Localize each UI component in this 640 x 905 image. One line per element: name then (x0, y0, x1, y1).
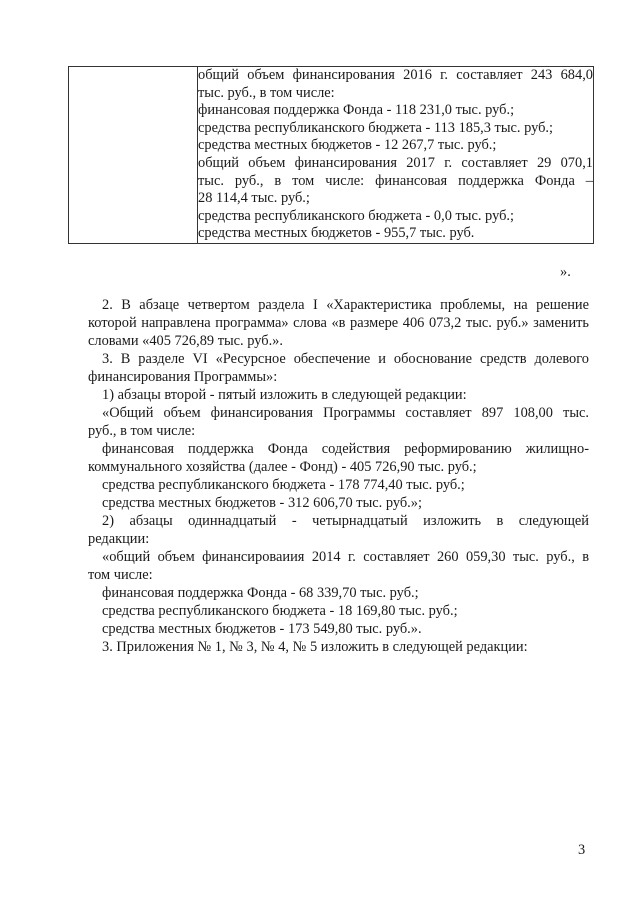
paragraph-line: коммунального хозяйства (далее - Фонд) - 405 726,90 тыс. руб.; (88, 459, 477, 475)
paragraph-line: средства республиканского бюджета - 18 169,80 тыс. руб.; (102, 603, 458, 619)
table-text-line: средства республиканского бюджета - 0,0 тыс. руб.; (198, 207, 514, 224)
table-text-line: финансовая поддержка Фонда - 118 231,0 тыс. руб.; (198, 102, 515, 119)
paragraph-line: финансовая поддержка Фонда содействия реформированию жилищно- (102, 441, 589, 457)
paragraph-line: средства республиканского бюджета - 178 774,40 тыс. руб.; (102, 477, 465, 493)
paragraph-line: словами «405 726,89 тыс. руб.». (88, 333, 283, 349)
paragraph-line: которой направлена программа» слова «в размере 406 073,2 тыс. руб.» заменить (88, 315, 589, 331)
table-right-cell (198, 67, 594, 244)
document-body (88, 296, 589, 656)
paragraph-line: финансовая поддержка Фонда - 68 339,70 тыс. руб.; (102, 585, 419, 601)
paragraph-line: 3. В разделе VI «Ресурсное обеспечение и обоснование средств долевого (102, 351, 589, 367)
table-left-cell (69, 67, 198, 244)
paragraph-line: 1) абзацы второй - пятый изложить в следующей редакции: (102, 387, 467, 403)
paragraph-line: 3. Приложения № 1, № 3, № 4, № 5 изложить в следующей редакции: (102, 639, 528, 655)
table-row (69, 67, 594, 244)
paragraph-line: финансирования Программы»: (88, 369, 278, 385)
paragraph-line: «Общий объем финансирования Программы составляет 897 108,00 тыс. (102, 405, 589, 421)
paragraph-line: редакции: (88, 531, 150, 547)
table-text-line: тыс. руб., в том числе: финансовая поддержка Фонда – (198, 172, 593, 189)
closing-quote: ». (560, 264, 571, 280)
paragraph-line: «общий объем финансироваиия 2014 г. составляет 260 059,30 тыс. руб., в (102, 549, 589, 565)
paragraph-line: средства местных бюджетов - 312 606,70 тыс. руб.»; (102, 495, 422, 511)
program-table (68, 66, 594, 244)
page-number: 3 (578, 842, 586, 858)
table-text-line: тыс. руб., в том числе: (198, 84, 335, 101)
paragraph-line: средства местных бюджетов - 173 549,80 тыс. руб.». (102, 621, 422, 637)
paragraph-line: руб., в том числе: (88, 423, 196, 439)
table-text-line: средства республиканского бюджета - 113 185,3 тыс. руб.; (198, 119, 554, 136)
paragraph-line: 2. В абзаце четвертом раздела I «Характеристика проблемы, на решение (102, 297, 589, 313)
table-text-line: общий объем финансирования 2016 г. составляет 243 684,0 (198, 67, 593, 83)
table-text-line: 28 114,4 тыс. руб.; (198, 190, 310, 207)
paragraph-line: 2) абзацы одиннадцатый - четырнадцатый изложить в следующей (102, 513, 589, 529)
table-text-line: общий объем финансирования 2017 г. составляет 29 070,1 (198, 154, 593, 171)
paragraph-line: том числе: (88, 567, 153, 583)
table-text-line: средства местных бюджетов - 12 267,7 тыс. руб.; (198, 137, 497, 154)
table-text-line: средства местных бюджетов - 955,7 тыс. руб. (198, 225, 475, 242)
